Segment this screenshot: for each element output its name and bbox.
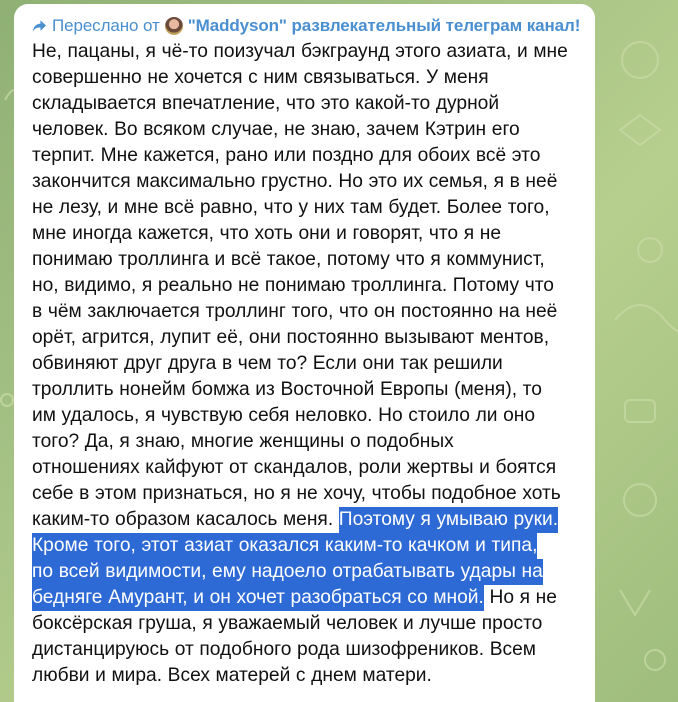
message-line: каким-то образом касалось меня. Поэтому я умываю руки. xyxy=(32,507,592,533)
forward-header[interactable] xyxy=(32,15,585,37)
message-text xyxy=(32,39,592,689)
message-line xyxy=(32,559,592,585)
message-line: орёт, агрится, лупит её, они постоянно вызывают ментов, xyxy=(32,327,550,348)
message-line: понимаю троллинга и всё такое, потому что я коммунист, xyxy=(32,249,545,270)
message-line: терпит. Мне кажется, рано или поздно для обоих всё это xyxy=(32,145,541,166)
message-line: складывается впечатление, что это какой-то дурной xyxy=(32,93,500,114)
forward-arrow-icon xyxy=(32,19,47,33)
selected-text[interactable]: Поэтому я умываю руки. xyxy=(339,507,558,533)
message-line: им удалось, я чувствую себя неловко. Но стоило ли оно xyxy=(32,405,536,426)
message-line: совершенно не хочется с ним связываться. У меня xyxy=(32,67,489,88)
message-line: закончится максимально грустно. Но это их семья, я в неё xyxy=(32,171,558,192)
message-line: но, видимо, я реально не понимаю троллинга. Потому что xyxy=(32,275,554,296)
message-line: мне иногда кажется, что хоть они и говорят, что я не xyxy=(32,223,501,244)
selected-text[interactable]: бедняге Амурант, и он хочет разобраться со мной. xyxy=(32,585,484,611)
message-line: в чём заключается троллинг того, что он постоянно на неё xyxy=(32,301,558,322)
message-line: любви и мира. Всех матерей с днем матери. xyxy=(32,665,432,686)
selected-text[interactable]: по всей видимости, ему надоело отрабатывать удары на xyxy=(32,559,543,585)
message-line: того? Да, я знаю, многие женщины о подобных xyxy=(32,431,454,452)
message-line: дистанцируюсь от подобного рода шизофреников. Всем xyxy=(32,639,536,660)
message-line: троллить нонейм бомжа из Восточной Европы (меня), то xyxy=(32,379,542,400)
message-line xyxy=(32,533,592,559)
message-line: бедняге Амурант, и он хочет разобраться со мной. Но я не xyxy=(32,585,592,611)
message-line: обвиняют друг друга в чем то? Если они так решили xyxy=(32,353,503,374)
message-line: себе в этом признаться, но я не хочу, чтобы подобное хоть xyxy=(32,483,561,504)
forward-channel-link[interactable]: "Maddyson" развлекательный телеграм канал! xyxy=(187,16,581,35)
message-line: не лезу, и мне всё равно, что у них там будет. Более того, xyxy=(32,197,550,218)
message-bubble xyxy=(14,4,595,702)
message-line: отношениях кайфуют от скандалов, роли жертвы и боятся xyxy=(32,457,557,478)
forward-prefix: Переслано от xyxy=(52,16,160,35)
message-line: боксёрская груша, я уважаемый человек и лучше просто xyxy=(32,613,543,634)
message-line: человек. Во всяком случае, не знаю, зачем Кэтрин его xyxy=(32,119,520,140)
selected-text[interactable]: Кроме того, этот азиат оказался каким-то качком и типа, xyxy=(32,533,537,559)
message-line: Не, пацаны, я чё-то поизучал бэкграунд этого азиата, и мне xyxy=(32,41,568,62)
channel-avatar[interactable] xyxy=(165,17,183,35)
